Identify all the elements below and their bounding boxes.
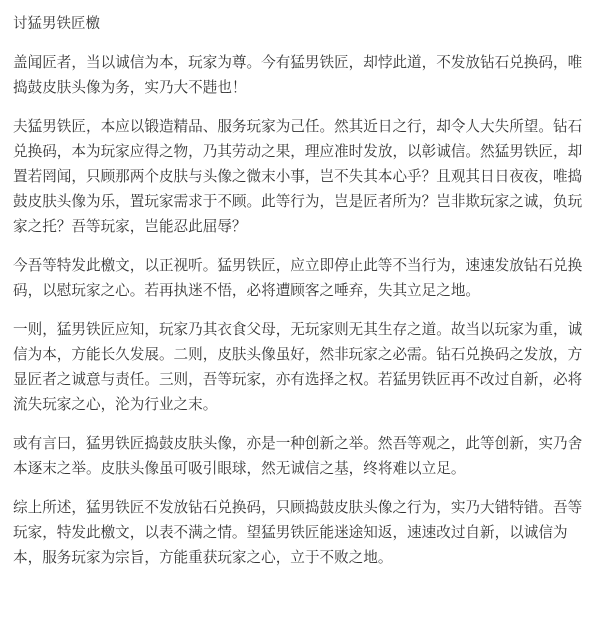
paragraph-3: 今吾等特发此檄文，以正视听。猛男铁匠，应立即停止此等不当行为，速速发放钻石兑换码，以慰玩家之心。若再执迷不悟，必将遭顾客之唾弃，失其立足之地。: [13, 257, 583, 299]
article-title: 讨猛男铁匠檄: [13, 16, 100, 32]
paragraph-6: 综上所述，猛男铁匠不发放钻石兑换码，只顾捣鼓皮肤头像之行为，实乃大错特错。吾等玩家，特发此檄文，以表不满之情。望猛男铁匠能迷途知返，速速改过自新，以诚信为本，服务玩家为宗旨，方能重获玩家之心，立于不败之地。: [13, 499, 583, 566]
paragraph-1: 盖闻匠者，当以诚信为本，玩家为尊。今有猛男铁匠，却悖此道，不发放钻石兑换码，唯捣鼓皮肤头像为务，实乃大不韪也！: [13, 54, 583, 96]
paragraph-4: 一则，猛男铁匠应知，玩家乃其衣食父母，无玩家则无其生存之道。故当以玩家为重，诚信为本，方能长久发展。二则，皮肤头像虽好，然非玩家之必需。钻石兑换码之发放，方显匠者之诚意与责任。三则，吾等玩家，亦有选择之权。若猛男铁匠再不改过自新，必将流失玩家之心，沦为行业之末。: [13, 321, 583, 413]
paragraph-2: 夫猛男铁匠，本应以锻造精品、服务玩家为己任。然其近日之行，却令人大失所望。钻石兑换码，本为玩家应得之物，乃其劳动之果，理应准时发放，以彰诚信。然猛男铁匠，却置若罔闻，只顾那两个皮肤与头像之微末小事，岂不失其本心乎？且观其日日夜夜，唯捣鼓皮肤头像为乐，置玩家需求于不顾。此等行为，岂是匠者所为？岂非欺玩家之诚，负玩家之托？吾等玩家，岂能忍此屈辱？: [13, 118, 583, 235]
paragraph-5: 或有言曰，猛男铁匠捣鼓皮肤头像，亦是一种创新之举。然吾等观之，此等创新，实乃舍本逐末之举。皮肤头像虽可吸引眼球，然无诚信之基，终将难以立足。: [13, 435, 583, 477]
article: [13, 14, 585, 570]
